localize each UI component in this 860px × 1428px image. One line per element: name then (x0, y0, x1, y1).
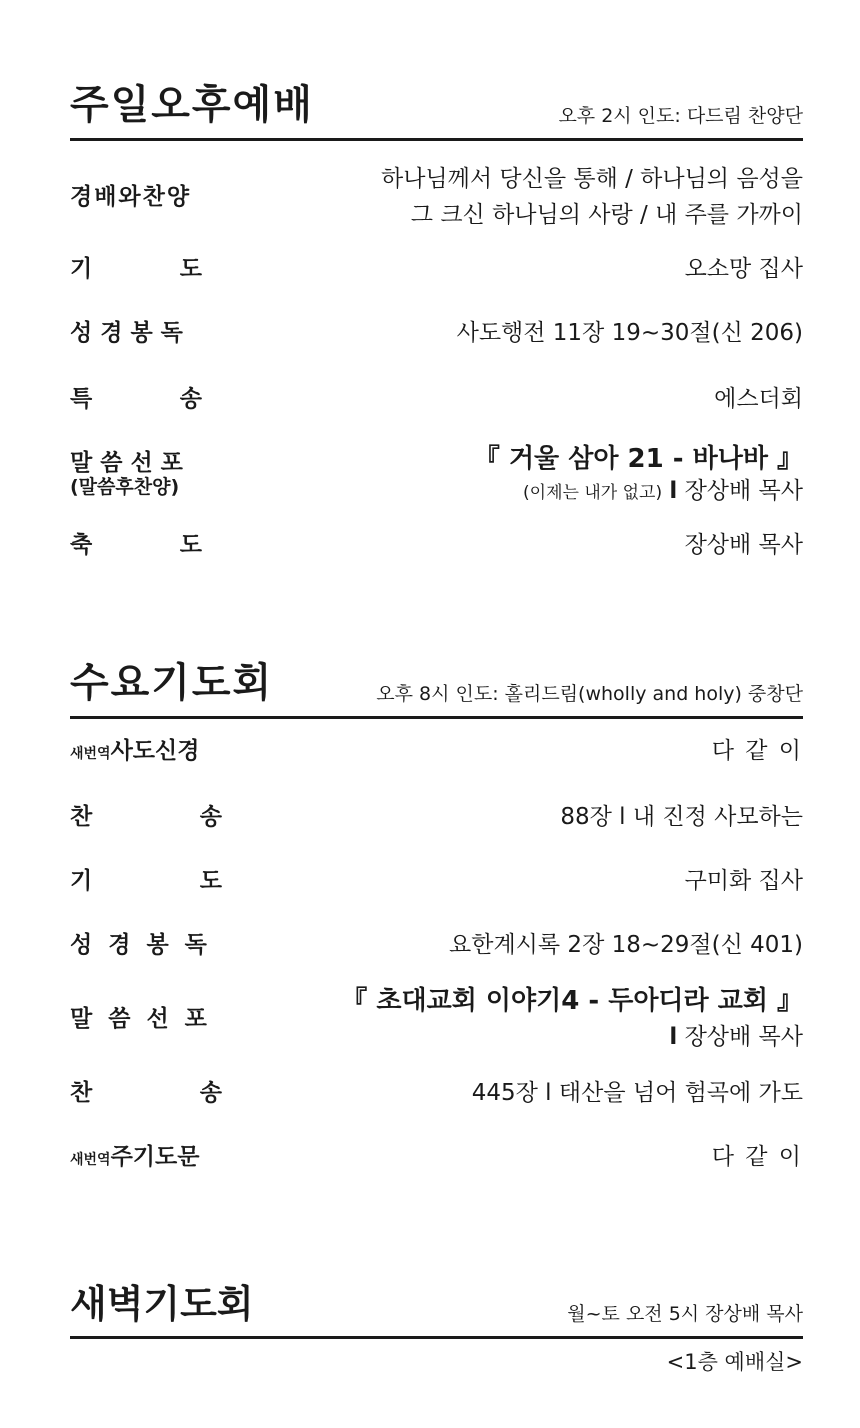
sermon-meta (523, 472, 803, 505)
sunday-title: 주일오후예배 (70, 82, 314, 128)
sunday-blessing-row (70, 526, 803, 560)
dawn-header (70, 1280, 803, 1339)
wed-reading-row (70, 926, 803, 960)
praise-label: 경배와찬양 (70, 184, 192, 210)
lords-prayer-label (70, 1138, 199, 1171)
creed-text: 사도신경 (110, 738, 200, 764)
creed-value: 다 같 이 (711, 738, 803, 764)
blessing-label: 축 도 (70, 532, 202, 558)
preacher: 장상배 목사 (684, 478, 803, 504)
wednesday-header (70, 660, 803, 719)
reading-label: 성 경 봉 독 (70, 320, 183, 346)
sunday-sermon-row (70, 438, 803, 508)
lords-prayer-value: 다 같 이 (711, 1144, 803, 1170)
creed-label (70, 732, 199, 765)
sunday-reading-row (70, 314, 803, 348)
wed-lords-prayer-row (70, 1138, 803, 1172)
wed-prayer-value: 구미화 집사 (684, 868, 803, 894)
wed-sermon-row (70, 980, 803, 1050)
dawn-location: <1층 예배실> (666, 1350, 803, 1374)
wed-hymn1-row (70, 798, 803, 832)
prayer-value: 오소망 집사 (684, 256, 803, 282)
hymn2-value: 445장 l 태산을 넘어 험곡에 가도 (471, 1080, 803, 1106)
special-label: 특 송 (70, 386, 202, 412)
wednesday-info: 오후 8시 인도: 홀리드림(wholly and holy) 중창단 (376, 683, 803, 705)
sermon-sublabel: (말씀후찬양) (70, 476, 180, 498)
wed-creed-row (70, 732, 803, 766)
sunday-header (70, 80, 803, 141)
reading-value: 사도행전 11장 19~30절(신 206) (456, 320, 803, 346)
divider-bar: l (669, 1024, 678, 1050)
dawn-title: 새벽기도회 (70, 1282, 254, 1326)
lords-prayer-prefix: 새번역 (70, 1152, 111, 1168)
sermon-title: 『 거울 삼아 21 - 바나바 』 (473, 444, 803, 474)
wed-reading-value: 요한계시록 2장 18~29절(신 401) (449, 932, 803, 958)
sunday-info: 오후 2시 인도: 다드림 찬양단 (558, 105, 803, 127)
blessing-value: 장상배 목사 (684, 532, 803, 558)
sunday-special-row (70, 380, 803, 414)
wed-sermon-title: 『 초대교회 이야기4 - 두아디라 교회 』 (341, 986, 803, 1016)
praise-line-1: 하나님께서 당신을 통해 / 하나님의 음성을 (380, 166, 803, 192)
special-value: 에스더회 (714, 386, 803, 412)
after-song: (이제는 내가 없고) (523, 483, 663, 503)
wednesday-service-section (70, 660, 803, 1180)
wed-prayer-label: 기 도 (70, 868, 222, 894)
sermon-label: 말 씀 선 포 (70, 450, 183, 476)
hymn1-label: 찬 송 (70, 804, 222, 830)
wed-sermon-label: 말 씀 선 포 (70, 1006, 211, 1032)
sunday-service-section (70, 80, 803, 580)
wed-reading-label: 성 경 봉 독 (70, 932, 211, 958)
dawn-service-section (70, 1280, 803, 1380)
lords-prayer-text: 주기도문 (110, 1144, 200, 1170)
wed-hymn2-row (70, 1074, 803, 1108)
hymn1-value: 88장 l 내 진정 사모하는 (560, 804, 803, 830)
divider-bar: l (669, 478, 678, 504)
sunday-praise-row (70, 158, 803, 238)
hymn2-label: 찬 송 (70, 1080, 222, 1106)
dawn-info: 월~토 오전 5시 장상배 목사 (567, 1303, 803, 1325)
wednesday-title: 수요기도회 (70, 660, 274, 706)
prayer-label: 기 도 (70, 256, 202, 282)
praise-line-2: 그 크신 하나님의 사랑 / 내 주를 가까이 (410, 202, 803, 228)
sunday-prayer-row (70, 250, 803, 284)
creed-prefix: 새번역 (70, 746, 111, 762)
wed-prayer-row (70, 862, 803, 896)
wed-preacher: 장상배 목사 (684, 1024, 803, 1050)
wed-sermon-meta (669, 1018, 803, 1051)
